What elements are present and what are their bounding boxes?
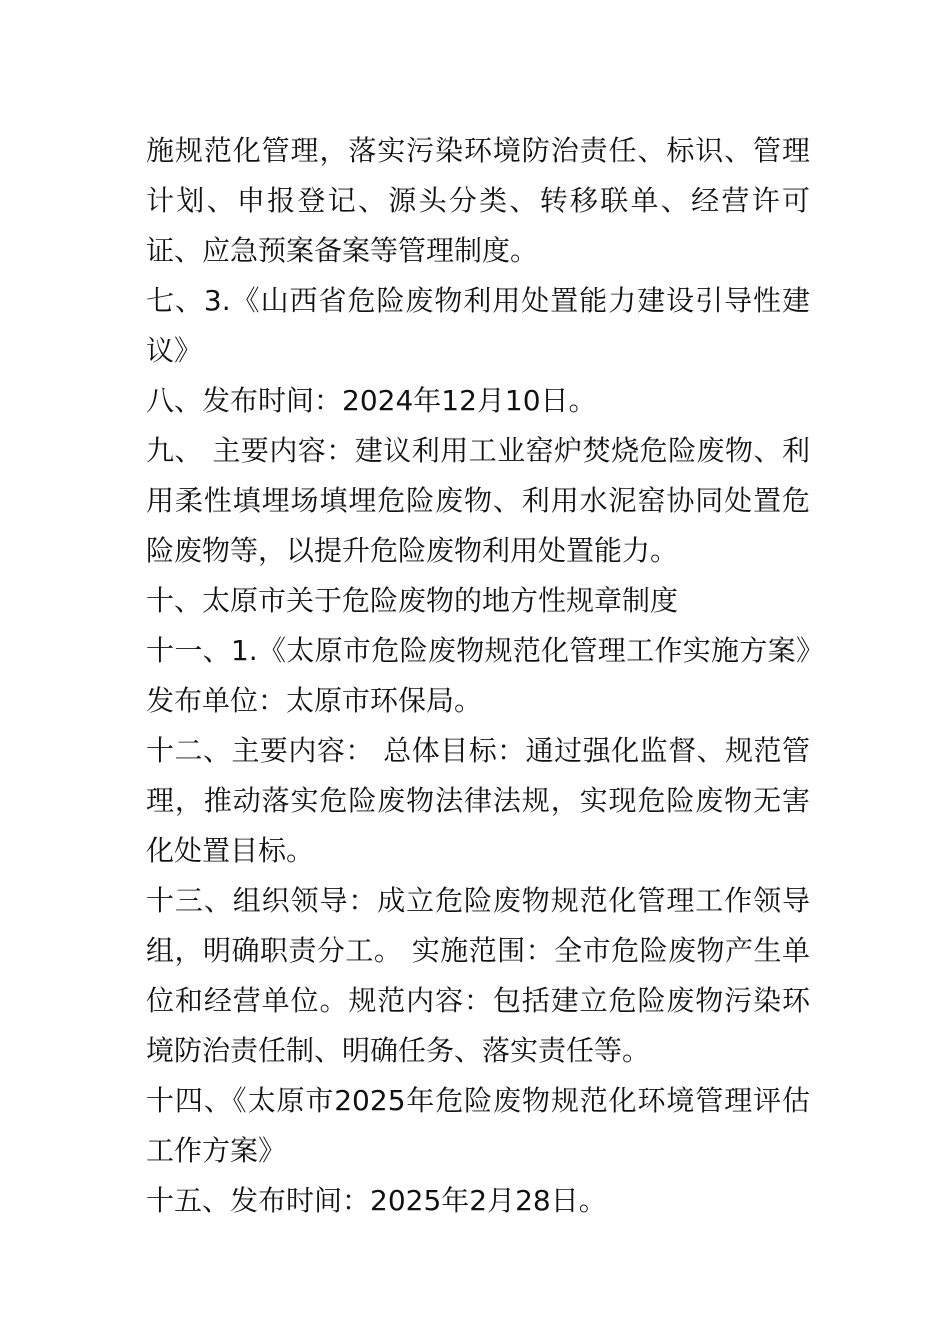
paragraph-main-content-utilization: 九、 主要内容：建议利用工业窑炉焚烧危险废物、利用柔性填埋场填埋危险废物、利用水泥窑协同处置危险废物等，以提升危险废物利用处置能力。 [146, 434, 810, 567]
document-body [146, 126, 810, 1226]
paragraph-taiyuan-implementation-plan: 十一、1.《太原市危险废物规范化管理工作实施方案》发布单位：太原市环保局。 [146, 634, 810, 717]
paragraph-2025-assessment-plan: 十四、《太原市2025年危险废物规范化环境管理评估工作方案》 [146, 1084, 810, 1167]
paragraph-organization-leadership: 十三、组织领导：成立危险废物规范化管理工作领导组，明确职责分工。 实施范围：全市危险废物产生单位和经营单位。规范内容：包括建立危险废物污染环境防治责任制、明确任务、落实责任等。 [146, 884, 810, 1067]
paragraph-shanxi-guidance-title: 七、3.《山西省危险废物利用处置能力建设引导性建议》 [146, 284, 810, 367]
paragraph-taiyuan-regulations-heading: 十、太原市关于危险废物的地方性规章制度 [146, 584, 679, 617]
paragraph-release-date-2025: 十五、发布时间：2025年2月28日。 [146, 1184, 607, 1217]
paragraph-overall-goal: 十二、主要内容： 总体目标：通过强化监督、规范管理，推动落实危险废物法律法规，实现危险废物无害化处置目标。 [146, 734, 810, 867]
paragraph-release-date-2024: 八、发布时间：2024年12月10日。 [146, 384, 597, 417]
paragraph-management-system: 施规范化管理，落实污染环境防治责任、标识、管理计划、申报登记、源头分类、转移联单、经营许可证、应急预案备案等管理制度。 [146, 134, 810, 267]
